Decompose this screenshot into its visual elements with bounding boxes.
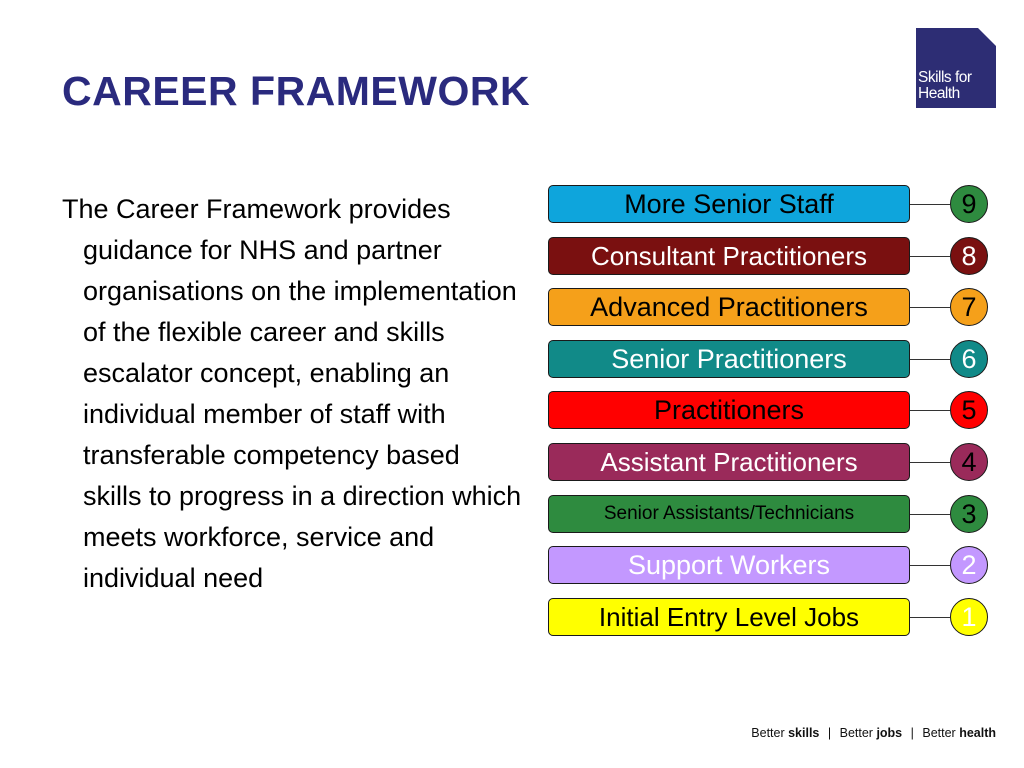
footer-jobs: jobs — [876, 726, 903, 740]
level-box-8: Consultant Practitioners — [548, 237, 910, 275]
level-number-5: 5 — [950, 391, 988, 429]
level-number-2: 2 — [950, 546, 988, 584]
logo-line-2: Health — [918, 85, 960, 102]
level-connector-4 — [910, 462, 950, 463]
level-number-3: 3 — [950, 495, 988, 533]
level-box-6: Senior Practitioners — [548, 340, 910, 378]
level-number-8: 8 — [950, 237, 988, 275]
level-box-4: Assistant Practitioners — [548, 443, 910, 481]
level-connector-9 — [910, 204, 950, 205]
footer-skills: skills — [788, 726, 820, 740]
level-connector-3 — [910, 514, 950, 515]
level-connector-6 — [910, 359, 950, 360]
level-connector-1 — [910, 617, 950, 618]
level-box-5: Practitioners — [548, 391, 910, 429]
footer-tagline — [751, 726, 996, 740]
level-box-3: Senior Assistants/Technicians — [548, 495, 910, 533]
level-connector-5 — [910, 410, 950, 411]
level-number-1: 1 — [950, 598, 988, 636]
slide-title: CAREER FRAMEWORK — [62, 68, 531, 114]
level-connector-8 — [910, 256, 950, 257]
level-connector-7 — [910, 307, 950, 308]
level-number-9: 9 — [950, 185, 988, 223]
footer-better-2: Better — [839, 726, 877, 740]
level-number-6: 6 — [950, 340, 988, 378]
level-box-1: Initial Entry Level Jobs — [548, 598, 910, 636]
logo-line-1: Skills for — [918, 69, 972, 86]
footer-health: health — [959, 726, 996, 740]
footer-better-3: Better — [922, 726, 960, 740]
level-connector-2 — [910, 565, 950, 566]
level-box-7: Advanced Practitioners — [548, 288, 910, 326]
footer-separator-1: | — [827, 726, 832, 740]
level-number-7: 7 — [950, 288, 988, 326]
footer-separator-2: | — [910, 726, 914, 740]
body-paragraph: The Career Framework provides guidance for NHS and partner organisations on the implementation of the flexible career and skills escalator concept, enabling an individual member of staff with transferable competency based skills to progress in a direction which meets workforce, service and individual need — [62, 194, 522, 593]
level-box-9: More Senior Staff — [548, 185, 910, 223]
footer-better-1: Better — [751, 726, 789, 740]
level-number-4: 4 — [950, 443, 988, 481]
level-box-2: Support Workers — [548, 546, 910, 584]
